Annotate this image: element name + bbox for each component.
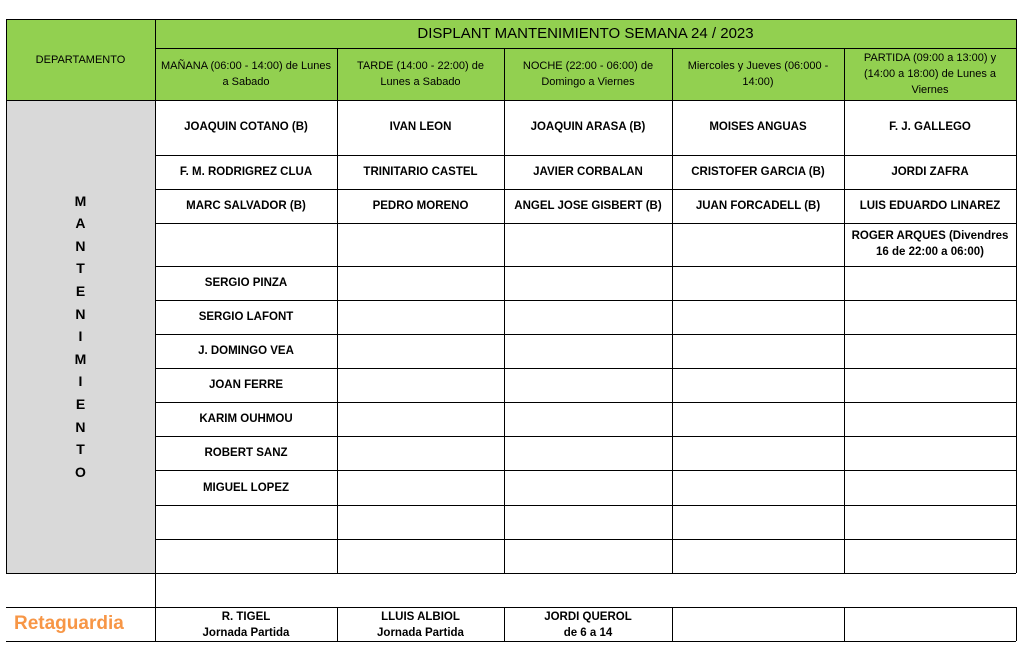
table-cell (337, 223, 504, 266)
border-line (1016, 19, 1017, 573)
shift-header: Miercoles y Jueves (06:000 - 14:00) (687, 60, 829, 88)
table-cell (504, 300, 672, 334)
border-line (155, 368, 1016, 369)
table-cell: JAVIER CORBALAN (533, 166, 643, 178)
table-cell (844, 266, 1016, 300)
table-cell (504, 368, 672, 402)
table-cell (337, 300, 504, 334)
table-cell (155, 539, 337, 573)
border-line (155, 19, 156, 641)
table-cell (504, 223, 672, 266)
table-cell: SERGIO LAFONT (198, 311, 294, 323)
table-cell (337, 402, 504, 436)
table-cell (844, 300, 1016, 334)
table-cell: LUIS EDUARDO LINAREZ (859, 200, 1001, 212)
retaguardia-label: Retaguardia (14, 613, 124, 634)
table-cell (844, 402, 1016, 436)
border-line (6, 19, 1016, 20)
table-cell (504, 505, 672, 539)
border-line (844, 48, 845, 573)
table-cell (672, 266, 844, 300)
table-cell: JOAN FERRE (208, 379, 284, 391)
border-line (155, 539, 1016, 540)
table-cell (337, 368, 504, 402)
border-line (337, 607, 338, 641)
border-line (337, 48, 338, 573)
table-cell: JUAN FORCADELL (B) (695, 200, 821, 212)
border-line (672, 48, 673, 573)
table-cell: F. M. RODRIGREZ CLUA (179, 166, 313, 178)
border-line (504, 607, 505, 641)
shift-header: TARDE (14:00 - 22:00) de Lunes a Sabado (357, 60, 484, 88)
table-cell: JOAQUIN COTANO (B) (184, 121, 308, 133)
border-line (844, 607, 845, 641)
border-line (155, 436, 1016, 437)
retaguardia-cell: R. TIGEL Jornada Partida (202, 611, 290, 639)
border-line (155, 402, 1016, 403)
department-label: M A N T E N I M I E N T O (74, 192, 87, 480)
table-cell (155, 505, 337, 539)
table-cell (844, 470, 1016, 505)
table-cell (844, 505, 1016, 539)
border-line (155, 223, 1016, 224)
border-line (6, 607, 1016, 608)
table-cell (672, 368, 844, 402)
border-line (504, 48, 505, 573)
table-cell: JOAQUIN ARASA (B) (530, 121, 646, 133)
table-cell (504, 334, 672, 368)
table-cell (504, 436, 672, 470)
table-cell (504, 266, 672, 300)
table-cell (672, 223, 844, 266)
table-cell (504, 402, 672, 436)
shift-header: NOCHE (22:00 - 06:00) de Domingo a Viernes (522, 60, 654, 88)
table-cell (337, 505, 504, 539)
table-cell: IVAN LEON (389, 121, 452, 133)
border-line (672, 607, 673, 641)
table-cell: ROGER ARQUES (Divendres 16 de 22:00 a 06:00) (851, 230, 1009, 258)
retaguardia-cell: LLUIS ALBIOL Jornada Partida (377, 611, 464, 639)
table-cell (672, 402, 844, 436)
table-cell (504, 539, 672, 573)
shift-header: PARTIDA (09:00 a 13:00) y (14:00 a 18:00) de Lunes a Viernes (863, 52, 997, 96)
table-cell (844, 436, 1016, 470)
page-title: DISPLANT MANTENIMIENTO SEMANA 24 / 2023 (417, 25, 754, 42)
table-cell: TRINITARIO CASTEL (363, 166, 478, 178)
department-header: DEPARTAMENTO (35, 53, 126, 66)
border-line (155, 334, 1016, 335)
table-cell: MOISES ANGUAS (709, 121, 807, 133)
border-line (155, 48, 1016, 49)
retaguardia-cell: JORDI QUEROL de 6 a 14 (544, 611, 632, 639)
border-line (6, 641, 1016, 642)
table-cell (672, 505, 844, 539)
border-line (155, 300, 1016, 301)
table-cell (672, 436, 844, 470)
table-cell: F. J. GALLEGO (889, 121, 971, 133)
table-cell (844, 334, 1016, 368)
border-line (6, 573, 1016, 574)
table-cell (337, 266, 504, 300)
table-cell (504, 470, 672, 505)
table-cell: SERGIO PINZA (204, 277, 288, 289)
border-line (1016, 607, 1017, 641)
table-cell (337, 470, 504, 505)
table-cell (155, 223, 337, 266)
border-line (155, 470, 1016, 471)
border-line (155, 189, 1016, 190)
retaguardia-cell (844, 607, 1016, 641)
border-line (6, 19, 7, 573)
table-cell (672, 539, 844, 573)
table-cell (672, 470, 844, 505)
table-cell: J. DOMINGO VEA (198, 345, 294, 357)
border-line (155, 155, 1016, 156)
table-cell (337, 436, 504, 470)
shift-header: MAÑANA (06:00 - 14:00) de Lunes a Sabado (161, 60, 331, 88)
table-cell: ROBERT SANZ (204, 447, 288, 459)
table-cell (672, 334, 844, 368)
border-line (155, 266, 1016, 267)
border-line (155, 505, 1016, 506)
table-cell: PEDRO MORENO (372, 200, 469, 212)
table-cell: CRISTOFER GARCIA (B) (691, 166, 825, 178)
table-cell (337, 539, 504, 573)
table-cell: MARC SALVADOR (B) (186, 200, 306, 212)
table-cell: MIGUEL LOPEZ (202, 481, 290, 494)
border-line (6, 100, 1016, 101)
table-cell (844, 368, 1016, 402)
table-cell: JORDI ZAFRA (891, 166, 969, 178)
table-cell: ANGEL JOSE GISBERT (B) (514, 200, 662, 212)
table-cell: KARIM OUHMOU (199, 413, 293, 425)
table-cell (337, 334, 504, 368)
table-cell (672, 300, 844, 334)
table-cell (844, 539, 1016, 573)
retaguardia-cell (672, 607, 844, 641)
